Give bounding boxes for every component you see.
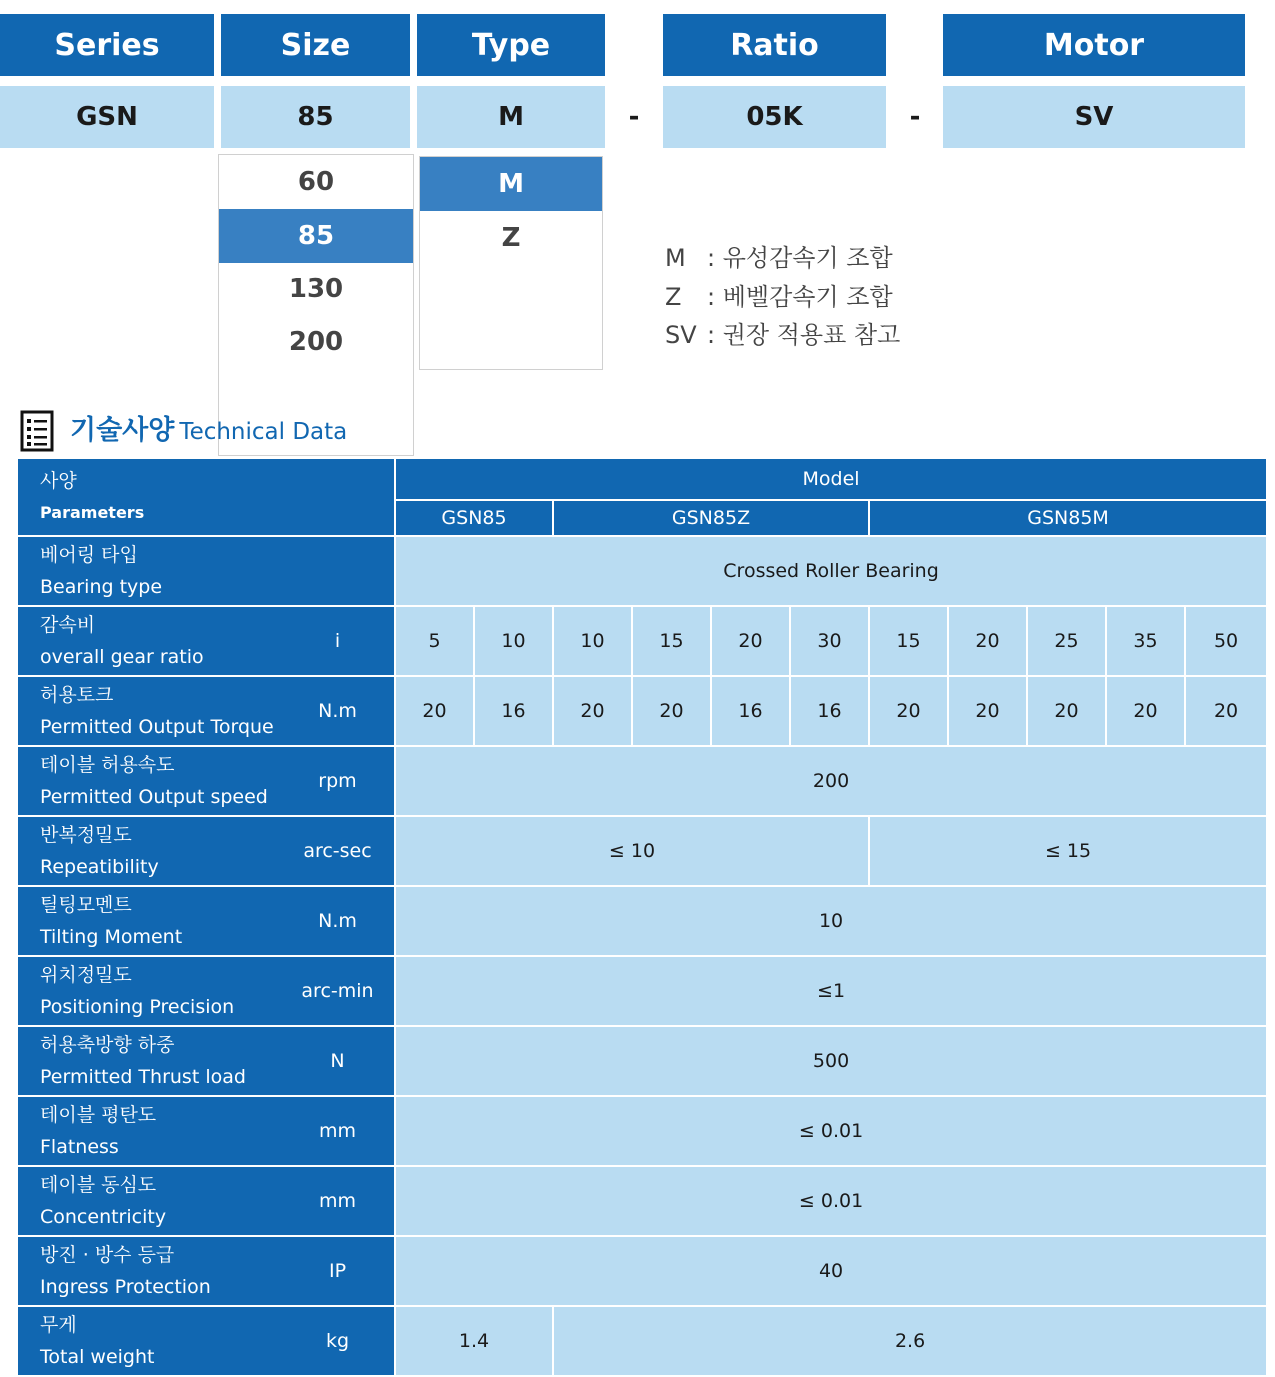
unit-cell: N.m: [287, 886, 395, 956]
header-motor: Motor: [943, 14, 1245, 76]
unit-cell: arc-sec: [287, 816, 395, 886]
section-title-en: Technical Data: [179, 419, 348, 445]
param-cell: [17, 536, 395, 606]
parameters-header: [17, 458, 395, 536]
legend-text: : 권장 적용표 참고: [707, 321, 901, 349]
param-en: overall gear ratio: [40, 646, 204, 668]
value-cell: Crossed Roller Bearing: [395, 536, 1267, 606]
param-en: Permitted Output speed: [40, 786, 268, 808]
header-ratio: Ratio: [663, 14, 886, 76]
value-cell: 20: [869, 676, 948, 746]
table-row: [17, 816, 1267, 886]
param-cell: [17, 956, 287, 1026]
value-type: M: [417, 86, 605, 148]
param-en: Positioning Precision: [40, 996, 235, 1018]
table-row: [17, 536, 1267, 606]
param-ko: 베어링 타입: [40, 544, 138, 566]
param-cell: [17, 886, 287, 956]
param-ko: 허용축방향 하중: [40, 1034, 175, 1056]
value-cell: 200: [395, 746, 1267, 816]
model-gsn85z: GSN85Z: [553, 500, 869, 536]
legend-item: [665, 277, 893, 312]
value-cell: 20: [711, 606, 790, 676]
value-cell: 15: [632, 606, 711, 676]
value-cell: 10: [474, 606, 553, 676]
legend-text: : 베벨감속기 조합: [707, 283, 893, 311]
param-cell: [17, 606, 287, 676]
type-option-selected[interactable]: M: [420, 157, 602, 211]
value-cell: 20: [1185, 676, 1267, 746]
table-row: [17, 1236, 1267, 1306]
value-cell: 20: [632, 676, 711, 746]
unit-cell: rpm: [287, 746, 395, 816]
value-cell: 20: [395, 676, 474, 746]
value-size: 85: [221, 86, 410, 148]
table-row: [17, 1096, 1267, 1166]
separator-dash: -: [628, 102, 640, 132]
value-cell: 20: [1106, 676, 1185, 746]
table-row: [17, 746, 1267, 816]
param-cell: [17, 1306, 287, 1376]
param-cell: [17, 1236, 287, 1306]
value-ratio: 05K: [663, 86, 886, 148]
legend-key: SV: [665, 321, 697, 349]
type-options-list: [419, 156, 603, 370]
value-cell: 30: [790, 606, 869, 676]
param-ko: 테이블 동심도: [40, 1174, 157, 1196]
param-header-ko: 사양: [40, 470, 77, 492]
param-ko: 허용토크: [40, 684, 114, 706]
size-option-selected[interactable]: 85: [219, 209, 413, 263]
table-row: [17, 676, 1267, 746]
section-title: [70, 408, 347, 447]
value-cell: 50: [1185, 606, 1267, 676]
unit-cell: mm: [287, 1166, 395, 1236]
param-en: Repeatibility: [40, 856, 159, 878]
value-cell: 1.4: [395, 1306, 553, 1376]
param-cell: [17, 816, 287, 886]
value-cell: ≤ 10: [395, 816, 869, 886]
legend-key: M: [665, 244, 686, 272]
value-cell: 5: [395, 606, 474, 676]
model-header: Model: [395, 458, 1267, 500]
value-cell: 16: [711, 676, 790, 746]
legend-item: [665, 315, 900, 350]
param-cell: [17, 1026, 287, 1096]
param-ko: 방진 · 방수 등급: [40, 1244, 175, 1266]
legend-item: [665, 238, 893, 273]
value-cell: ≤ 0.01: [395, 1166, 1267, 1236]
param-en: Permitted Output Torque: [40, 716, 274, 738]
value-cell: ≤1: [395, 956, 1267, 1026]
param-cell: [17, 1166, 287, 1236]
size-option[interactable]: 60: [297, 167, 335, 197]
param-ko: 테이블 허용속도: [40, 754, 175, 776]
value-cell: 16: [790, 676, 869, 746]
param-en: Flatness: [40, 1136, 119, 1158]
model-gsn85m: GSN85M: [869, 500, 1267, 536]
param-ko: 반복정밀도: [40, 824, 132, 846]
value-cell: 2.6: [553, 1306, 1267, 1376]
param-cell: [17, 1096, 287, 1166]
unit-cell: N: [287, 1026, 395, 1096]
table-row: [17, 1306, 1267, 1376]
header-type: Type: [417, 14, 605, 76]
param-header-en: Parameters: [40, 503, 145, 522]
value-cell: 20: [948, 606, 1027, 676]
technical-data-table: [16, 457, 1268, 1377]
value-motor: SV: [943, 86, 1245, 148]
document-list-icon: [20, 410, 54, 452]
param-en: Bearing type: [40, 576, 163, 598]
unit-cell: N.m: [287, 676, 395, 746]
unit-cell: i: [287, 606, 395, 676]
model-gsn85: GSN85: [395, 500, 553, 536]
param-cell: [17, 676, 287, 746]
value-cell: 35: [1106, 606, 1185, 676]
value-cell: 10: [395, 886, 1267, 956]
table-row: [17, 886, 1267, 956]
size-option[interactable]: 130: [288, 274, 344, 304]
value-cell: 500: [395, 1026, 1267, 1096]
param-en: Ingress Protection: [40, 1276, 211, 1298]
unit-cell: kg: [287, 1306, 395, 1376]
separator-dash: -: [909, 102, 921, 132]
table-row: [17, 606, 1267, 676]
value-cell: ≤ 0.01: [395, 1096, 1267, 1166]
param-ko: 무게: [40, 1314, 77, 1336]
value-cell: 20: [1027, 676, 1106, 746]
size-option[interactable]: 200: [288, 327, 344, 357]
header-series: Series: [0, 14, 214, 76]
value-cell: 15: [869, 606, 948, 676]
unit-cell: mm: [287, 1096, 395, 1166]
param-en: Permitted Thrust load: [40, 1066, 246, 1088]
param-ko: 테이블 평탄도: [40, 1104, 157, 1126]
value-cell: 40: [395, 1236, 1267, 1306]
value-cell: 16: [474, 676, 553, 746]
param-en: Concentricity: [40, 1206, 167, 1228]
param-ko: 틸팅모멘트: [40, 894, 132, 916]
param-en: Tilting Moment: [40, 926, 183, 948]
header-size: Size: [221, 14, 410, 76]
value-cell: 10: [553, 606, 632, 676]
table-row: [17, 1026, 1267, 1096]
param-en: Total weight: [40, 1346, 155, 1368]
param-ko: 감속비: [40, 614, 96, 636]
unit-cell: IP: [287, 1236, 395, 1306]
legend-key: Z: [665, 283, 682, 311]
value-cell: 20: [553, 676, 632, 746]
param-ko: 위치정밀도: [40, 964, 132, 986]
type-option[interactable]: Z: [501, 223, 521, 253]
value-cell: 20: [948, 676, 1027, 746]
table-row: [17, 956, 1267, 1026]
value-series: GSN: [0, 86, 214, 148]
table-row: [17, 1166, 1267, 1236]
value-cell: ≤ 15: [869, 816, 1267, 886]
param-cell: [17, 746, 287, 816]
value-cell: 25: [1027, 606, 1106, 676]
section-title-ko: 기술사양: [70, 415, 175, 446]
unit-cell: arc-min: [287, 956, 395, 1026]
legend-text: : 유성감속기 조합: [707, 244, 893, 272]
